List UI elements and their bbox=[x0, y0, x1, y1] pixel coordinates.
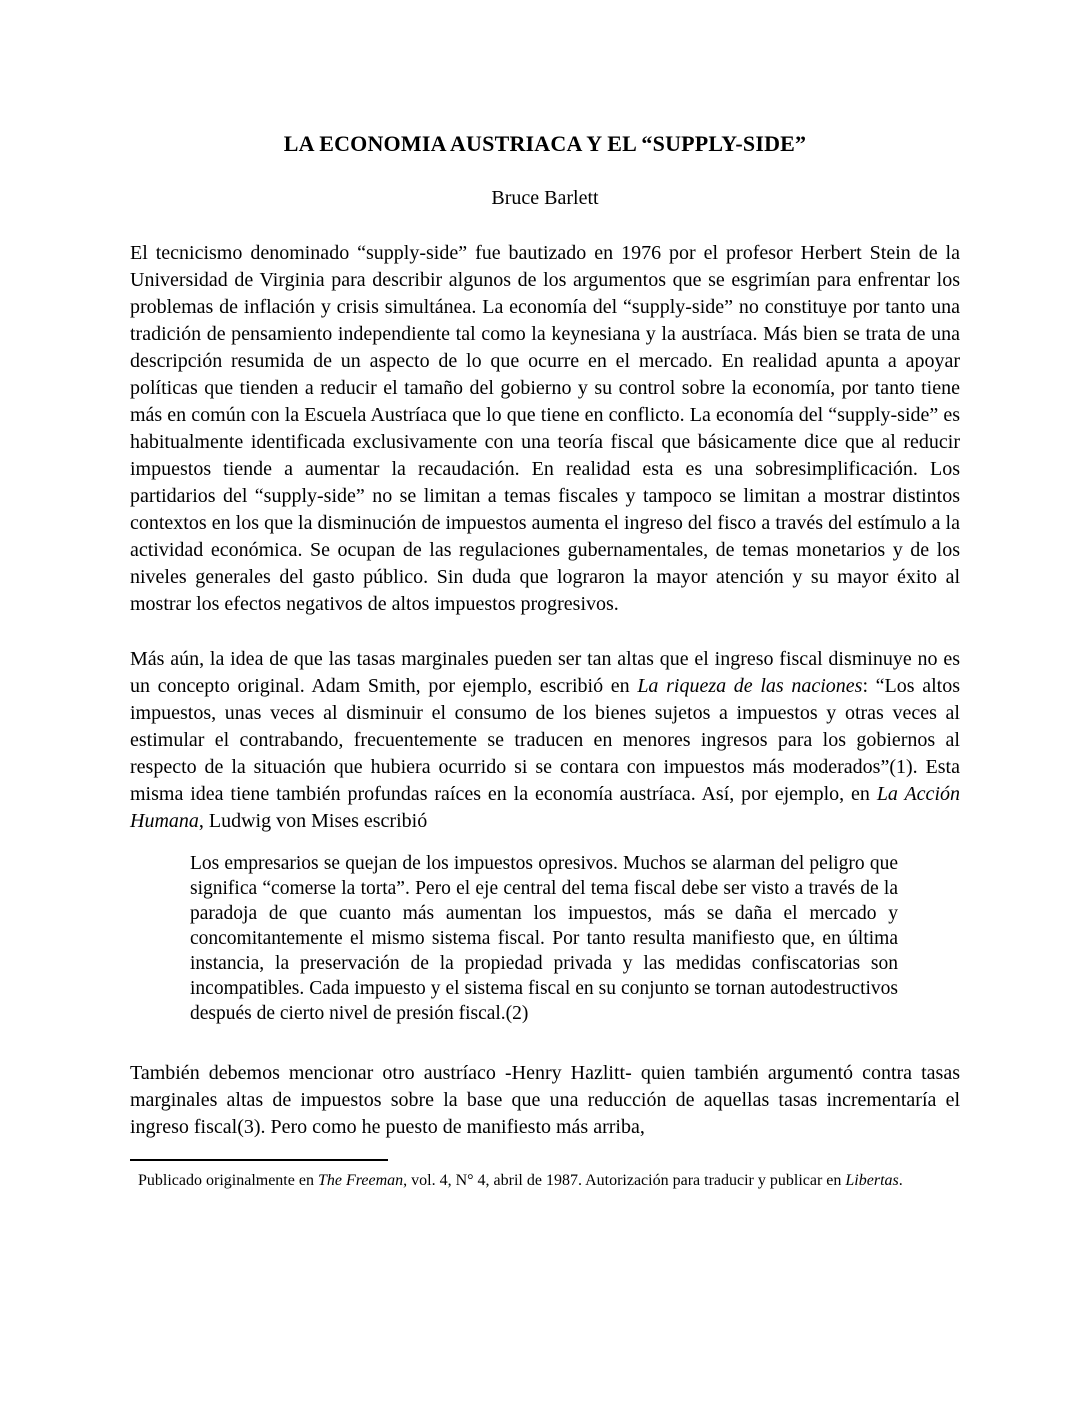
page-title: LA ECONOMIA AUSTRIACA Y EL “SUPPLY-SIDE” bbox=[283, 131, 807, 156]
paragraph-supply-side-intro: El tecnicismo denominado “supply-side” fue bautizado en 1976 por el profesor Herbert Stein de la Universidad de Virginia para describir algunos de los argumentos que se esgrimían para enfrentar los problemas de inflación y crisis simultánea. La economía del “supply-side” no constituye por tanto una tradición de pensamiento independiente tal como la keynesiana y la austríaca. Más bien se trata de una descripción resumida de un aspecto de lo que ocurre en el mercado. En realidad apunta a apoyar políticas que tienden a reducir el tamaño del gobierno y su control sobre la economía, por tanto tiene más en común con la Escuela Austríaca que lo que tiene en conflicto. La economía del “supply-side” es habitualmente identificada exclusivamente con una teoría fiscal que básicamente dice que al reducir impuestos tiende a aumentar la recaudación. En realidad esta es una sobresimplificación. Los partidarios del “supply-side” no se limitan a temas fiscales y tampoco se limitan a mostrar distintos contextos en los que la disminución de impuestos aumenta el ingreso del fisco a través del estímulo a la actividad económica. Se ocupan de las regulaciones gubernamentales, de temas monetarios y de los niveles generales del gasto público. Sin duda que lograron la mayor atención y su mayor éxito al mostrar los efectos negativos de altos impuestos progresivos. bbox=[130, 242, 960, 615]
paragraph-hazlitt: También debemos mencionar otro austríaco -Henry Hazlitt- quien también argumentó contra tasas marginales altas de impuestos sobre la base que una reducción de aquellas tasas incrementaría el ingreso fiscal(3). Pero como he puesto de manifiesto más arriba, bbox=[130, 1062, 960, 1138]
author-byline: Bruce Barlett bbox=[491, 187, 599, 209]
footnote-publication: Publicado originalmente en The Freeman, vol. 4, N° 4, abril de 1987. Autorización para traducir y publicar en Libertas. bbox=[138, 1172, 903, 1189]
mises-blockquote: Los empresarios se quejan de los impuestos opresivos. Muchos se alarman del peligro que significa “comerse la torta”. Pero el eje central del tema fiscal debe ser visto a través de la paradoja de que cuanto más aumentan los impuestos, más se daña el mercado y concomitantemente el mismo sistema fiscal. Por tanto resulta manifiesto que, en última instancia, la preservación de la propiedad privada y las medidas confiscatorias son incompatibles. Cada impuesto y el sistema fiscal en su conjunto se tornan autodestructivos después de cierto nivel de presión fiscal.(2) bbox=[190, 853, 898, 1024]
footnote-separator bbox=[130, 1159, 388, 1161]
paragraph-adam-smith: Más aún, la idea de que las tasas marginales pueden ser tan altas que el ingreso fiscal disminuye no es un concepto original. Adam Smith, por ejemplo, escribió en La riqueza de las naciones: “Los altos impuestos, unas veces al disminuir el consumo de los bienes sujetos a impuestos y otras veces al estimular el contrabando, frecuentemente se traducen en menores ingresos para los gobiernos al respecto de la situación que hubiera ocurrido si se contara con impuestos más moderados”(1). Esta misma idea tiene también profundas raíces en la economía austríaca. Así, por ejemplo, en La Acción Humana, Ludwig von Mises escribió bbox=[130, 648, 961, 832]
